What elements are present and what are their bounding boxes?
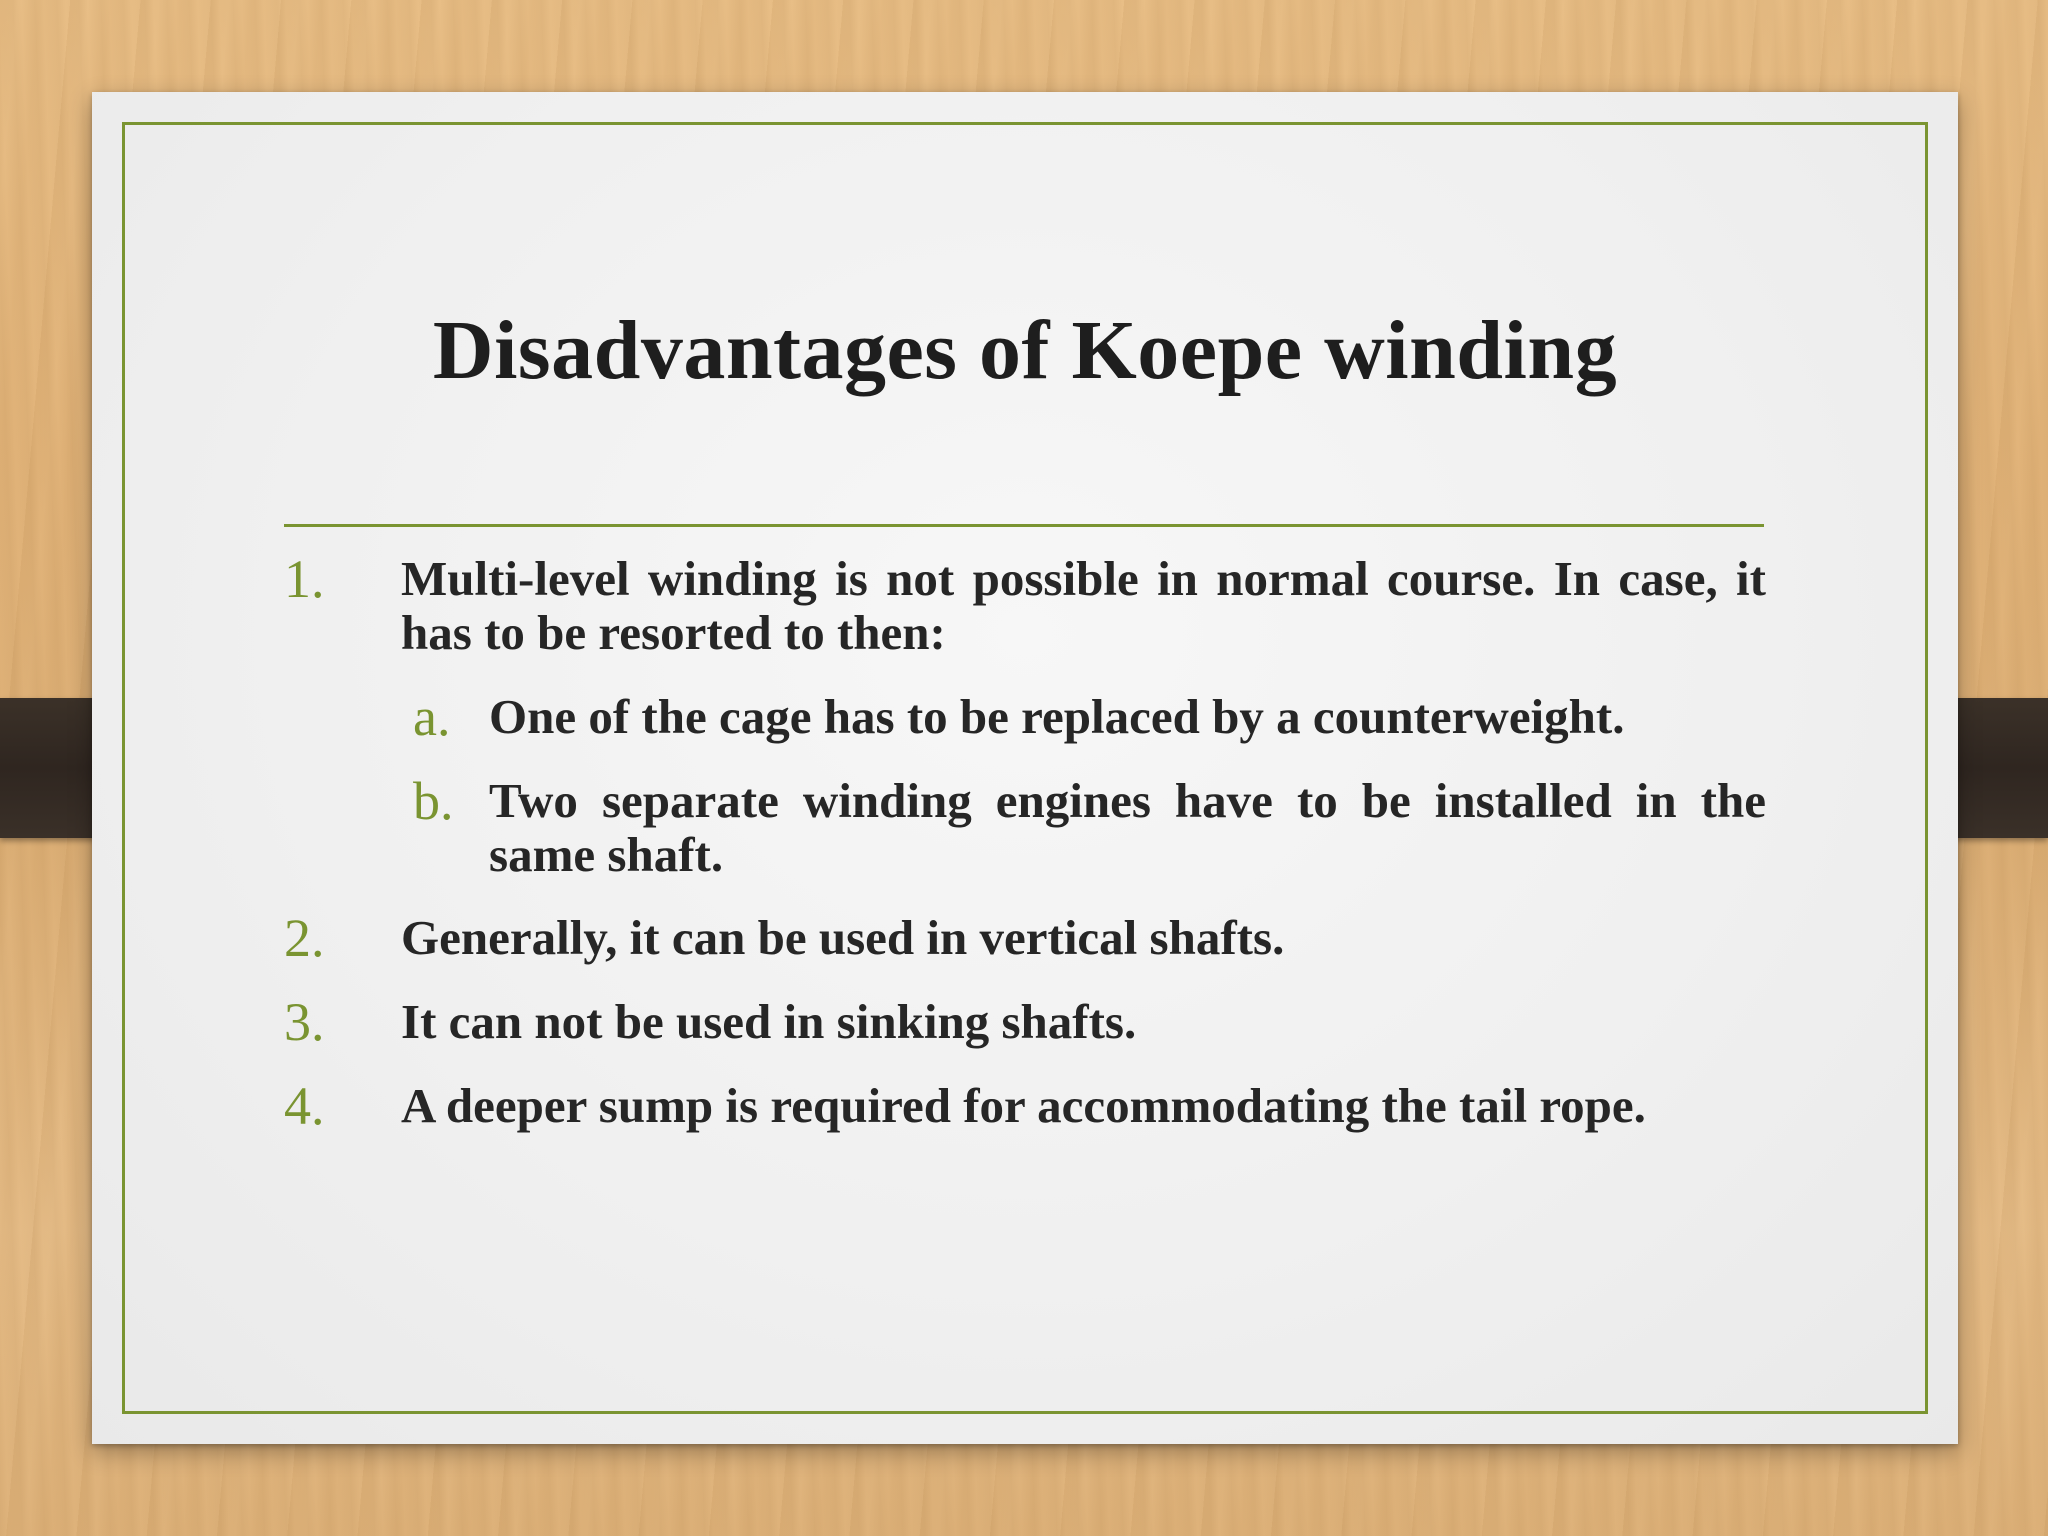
sub-list xyxy=(401,686,1766,882)
sub-list-item xyxy=(401,686,1766,747)
list-item-number: 2. xyxy=(284,908,325,969)
list-item-text: It can not be used in sinking shafts. xyxy=(401,994,1137,1050)
sub-list-item-text: Two separate winding engines have to be installed in the same shaft. xyxy=(489,772,1766,882)
list-item-number: 4. xyxy=(284,1076,325,1137)
list-item-text: A deeper sump is required for accommodating the tail rope. xyxy=(401,1078,1646,1134)
slide-title: Disadvantages of Koepe winding xyxy=(432,304,1618,397)
sub-list-item-text: One of the cage has to be replaced by a counterweight. xyxy=(489,688,1625,744)
list-item xyxy=(284,1076,1766,1137)
slide-card xyxy=(92,92,1958,1444)
list-item-number: 1. xyxy=(284,549,325,609)
list-item-number: 3. xyxy=(284,992,325,1053)
list-item xyxy=(284,992,1766,1053)
sub-list-item xyxy=(401,770,1766,882)
list-item-text: Multi-level winding is not possible in normal course. In case, it has to be resorted to then: xyxy=(401,551,1766,660)
list-item xyxy=(284,908,1766,969)
list-item-text: Generally, it can be used in vertical shafts. xyxy=(401,910,1285,966)
title-divider xyxy=(284,524,1764,527)
sub-list-item-letter: a. xyxy=(413,686,451,747)
sub-list-item-letter: b. xyxy=(413,770,454,831)
list-item xyxy=(284,549,1766,882)
bullet-list xyxy=(284,549,1766,1163)
